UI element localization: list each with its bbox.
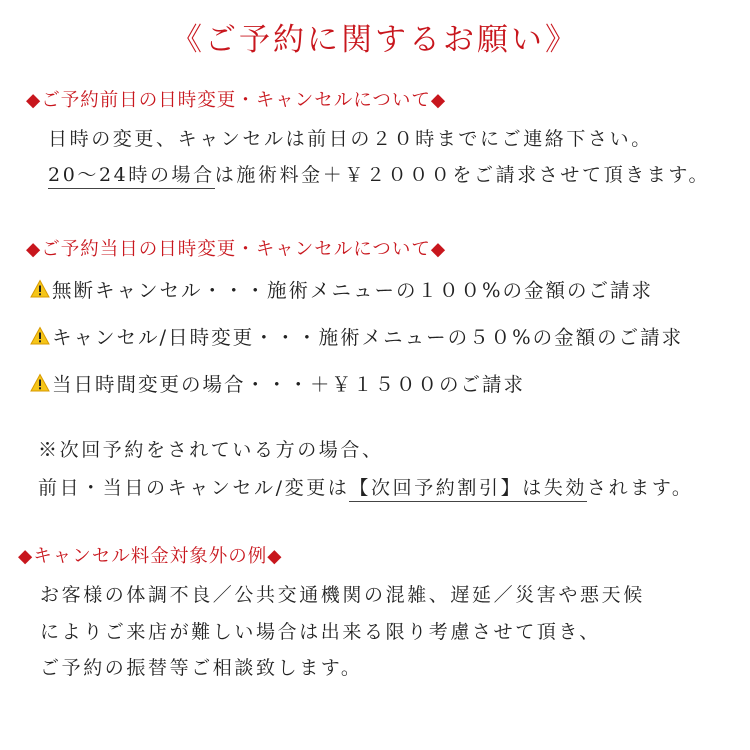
note-before-text: 前日・当日のキャンセル/変更は [38,477,350,499]
note-after-text: されます。 [587,477,694,499]
no-show-fee-text: 無断キャンセル・・・施術メニューの１００%の金額のご請求 [52,279,654,302]
warning-icon [30,326,50,346]
section-heading-previous-day: ◆ご予約前日の日時変更・キャンセルについて◆ [26,90,447,111]
previous-day-deadline-text: 日時の変更、キャンセルは前日の２０時までにご連絡下さい。 [48,128,653,150]
page-title: 《ご予約に関するお願い》 [171,22,579,58]
section-heading-same-day: ◆ご予約当日の日時変更・キャンセルについて◆ [26,239,447,260]
next-booking-note-line2 [38,473,694,500]
discount-void-underlined: 【次回予約割引】は失効 [349,477,587,502]
next-booking-note-line1: ※次回予約をされている方の場合、 [38,439,384,461]
previous-day-fee-text [48,160,710,187]
cancel-change-fee-text: キャンセル/日時変更・・・施術メニューの５０%の金額のご請求 [52,326,684,349]
late-hours-fee: は施術料金＋￥２０００をご請求させて頂きます。 [214,164,711,186]
exemption-line2: によりご来店が難しい場合は出来る限り考慮させて頂き、 [40,621,601,643]
same-day-item-no-show [30,275,653,303]
late-hours-underlined: 20〜24時の場合 [48,164,215,189]
warning-icon [30,373,50,393]
same-day-item-time-change [30,369,525,397]
exemption-line1: お客様の体調不良／公共交通機関の混雑、遅延／災害や悪天候 [40,584,645,606]
warning-icon [30,279,50,299]
time-change-fee-text: 当日時間変更の場合・・・＋￥１５００のご請求 [52,373,526,396]
same-day-item-cancel-change [30,322,683,350]
exemption-line3: ご予約の振替等ご相談致します。 [40,657,363,679]
section-heading-exemptions: ◆キャンセル料金対象外の例◆ [18,546,283,567]
